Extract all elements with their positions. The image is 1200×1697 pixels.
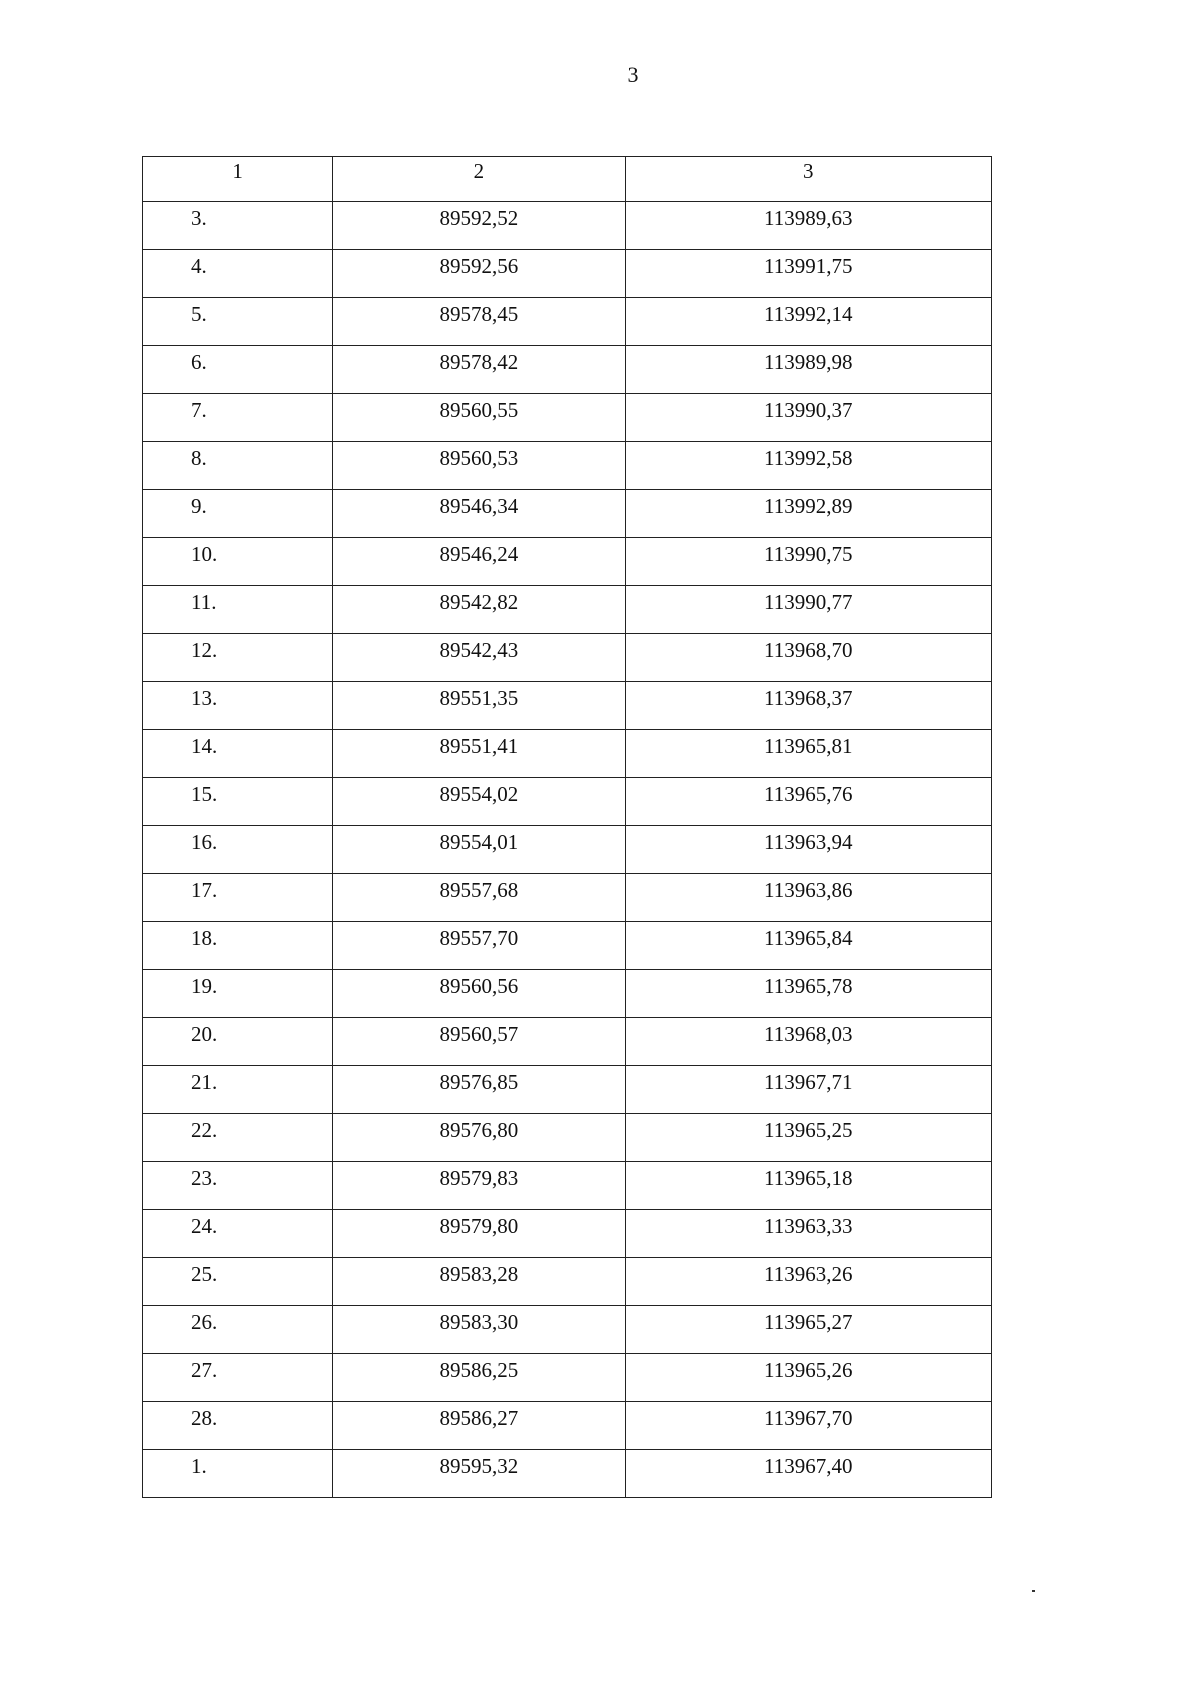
point-number-cell: 21. (143, 1066, 333, 1114)
x-coordinate-cell: 89554,01 (333, 826, 625, 874)
table-row (143, 1402, 992, 1450)
table-row (143, 778, 992, 826)
y-coordinate-cell: 113963,86 (625, 874, 991, 922)
table-body (143, 202, 992, 1498)
table-row (143, 1114, 992, 1162)
table-row (143, 442, 992, 490)
table-row (143, 1210, 992, 1258)
table-row (143, 634, 992, 682)
point-number-cell: 19. (143, 970, 333, 1018)
point-number-cell: 12. (143, 634, 333, 682)
y-coordinate-cell: 113990,37 (625, 394, 991, 442)
point-number-cell: 13. (143, 682, 333, 730)
page-number: 3 (627, 62, 639, 87)
table-row (143, 826, 992, 874)
x-coordinate-cell: 89554,02 (333, 778, 625, 826)
scan-speck (1032, 1590, 1035, 1592)
point-number-cell: 28. (143, 1402, 333, 1450)
y-coordinate-cell: 113990,77 (625, 586, 991, 634)
header-col-1: 1 (143, 157, 333, 202)
x-coordinate-cell: 89576,80 (333, 1114, 625, 1162)
y-coordinate-cell: 113963,94 (625, 826, 991, 874)
table-row (143, 730, 992, 778)
x-coordinate-cell: 89560,53 (333, 442, 625, 490)
table-row (143, 394, 992, 442)
table-row (143, 682, 992, 730)
x-coordinate-cell: 89546,24 (333, 538, 625, 586)
x-coordinate-cell: 89583,28 (333, 1258, 625, 1306)
table-row (143, 1162, 992, 1210)
point-number-cell: 7. (143, 394, 333, 442)
point-number-cell: 5. (143, 298, 333, 346)
table-row (143, 1258, 992, 1306)
point-number-cell: 16. (143, 826, 333, 874)
table-row (143, 538, 992, 586)
table-row (143, 250, 992, 298)
x-coordinate-cell: 89579,80 (333, 1210, 625, 1258)
table-row (143, 1018, 992, 1066)
y-coordinate-cell: 113965,26 (625, 1354, 991, 1402)
y-coordinate-cell: 113992,14 (625, 298, 991, 346)
table-row (143, 1066, 992, 1114)
table-row (143, 298, 992, 346)
point-number-cell: 25. (143, 1258, 333, 1306)
point-number-cell: 9. (143, 490, 333, 538)
y-coordinate-cell: 113965,25 (625, 1114, 991, 1162)
x-coordinate-cell: 89542,43 (333, 634, 625, 682)
table-row (143, 970, 992, 1018)
x-coordinate-cell: 89557,68 (333, 874, 625, 922)
table-row (143, 1306, 992, 1354)
header-col-2: 2 (333, 157, 625, 202)
table-row (143, 1354, 992, 1402)
table-row (143, 346, 992, 394)
x-coordinate-cell: 89592,56 (333, 250, 625, 298)
point-number-cell: 23. (143, 1162, 333, 1210)
x-coordinate-cell: 89578,42 (333, 346, 625, 394)
point-number-cell: 22. (143, 1114, 333, 1162)
coordinates-table (142, 156, 992, 1498)
y-coordinate-cell: 113965,27 (625, 1306, 991, 1354)
table-row (143, 874, 992, 922)
point-number-cell: 26. (143, 1306, 333, 1354)
point-number-cell: 4. (143, 250, 333, 298)
point-number-cell: 18. (143, 922, 333, 970)
y-coordinate-cell: 113989,98 (625, 346, 991, 394)
x-coordinate-cell: 89578,45 (333, 298, 625, 346)
y-coordinate-cell: 113967,70 (625, 1402, 991, 1450)
x-coordinate-cell: 89579,83 (333, 1162, 625, 1210)
y-coordinate-cell: 113989,63 (625, 202, 991, 250)
header-col-3: 3 (625, 157, 991, 202)
x-coordinate-cell: 89542,82 (333, 586, 625, 634)
y-coordinate-cell: 113965,76 (625, 778, 991, 826)
y-coordinate-cell: 113991,75 (625, 250, 991, 298)
table-row (143, 1450, 992, 1498)
point-number-cell: 10. (143, 538, 333, 586)
table-row (143, 586, 992, 634)
y-coordinate-cell: 113992,58 (625, 442, 991, 490)
y-coordinate-cell: 113965,78 (625, 970, 991, 1018)
y-coordinate-cell: 113965,18 (625, 1162, 991, 1210)
point-number-cell: 11. (143, 586, 333, 634)
x-coordinate-cell: 89551,41 (333, 730, 625, 778)
x-coordinate-cell: 89595,32 (333, 1450, 625, 1498)
x-coordinate-cell: 89576,85 (333, 1066, 625, 1114)
header-row (143, 157, 992, 202)
y-coordinate-cell: 113967,71 (625, 1066, 991, 1114)
y-coordinate-cell: 113963,26 (625, 1258, 991, 1306)
x-coordinate-cell: 89586,25 (333, 1354, 625, 1402)
x-coordinate-cell: 89560,57 (333, 1018, 625, 1066)
table-row (143, 490, 992, 538)
table-row (143, 202, 992, 250)
x-coordinate-cell: 89586,27 (333, 1402, 625, 1450)
point-number-cell: 27. (143, 1354, 333, 1402)
point-number-cell: 20. (143, 1018, 333, 1066)
y-coordinate-cell: 113968,70 (625, 634, 991, 682)
x-coordinate-cell: 89557,70 (333, 922, 625, 970)
x-coordinate-cell: 89583,30 (333, 1306, 625, 1354)
point-number-cell: 24. (143, 1210, 333, 1258)
point-number-cell: 8. (143, 442, 333, 490)
table-header (143, 157, 992, 202)
y-coordinate-cell: 113992,89 (625, 490, 991, 538)
x-coordinate-cell: 89551,35 (333, 682, 625, 730)
y-coordinate-cell: 113965,81 (625, 730, 991, 778)
table-row (143, 922, 992, 970)
point-number-cell: 14. (143, 730, 333, 778)
y-coordinate-cell: 113965,84 (625, 922, 991, 970)
point-number-cell: 3. (143, 202, 333, 250)
point-number-cell: 6. (143, 346, 333, 394)
x-coordinate-cell: 89546,34 (333, 490, 625, 538)
point-number-cell: 15. (143, 778, 333, 826)
y-coordinate-cell: 113967,40 (625, 1450, 991, 1498)
y-coordinate-cell: 113968,37 (625, 682, 991, 730)
x-coordinate-cell: 89560,56 (333, 970, 625, 1018)
x-coordinate-cell: 89560,55 (333, 394, 625, 442)
point-number-cell: 1. (143, 1450, 333, 1498)
y-coordinate-cell: 113990,75 (625, 538, 991, 586)
y-coordinate-cell: 113963,33 (625, 1210, 991, 1258)
y-coordinate-cell: 113968,03 (625, 1018, 991, 1066)
x-coordinate-cell: 89592,52 (333, 202, 625, 250)
point-number-cell: 17. (143, 874, 333, 922)
